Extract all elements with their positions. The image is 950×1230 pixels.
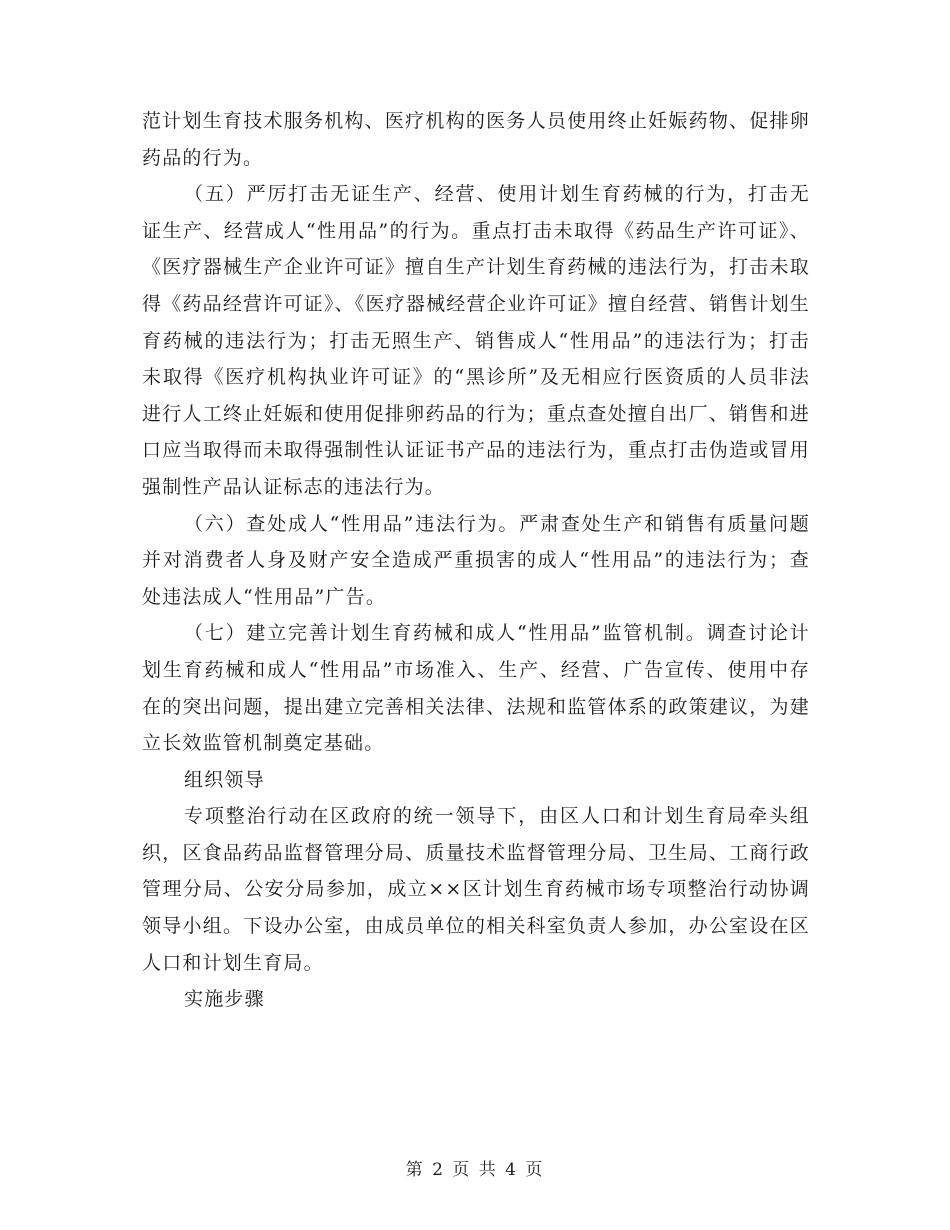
footer-middle: 页 共: [452, 1160, 498, 1180]
page-footer: [0, 1155, 950, 1180]
paragraph-3: （六）查处成人“性用品”违法行为。严肃查处生产和销售有质量问题并对消费者人身及财产安全造成严重损害的成人“性用品”的违法行为；查处违法成人“性用品”广告。: [142, 512, 810, 608]
section-heading-organization: 组织领导: [184, 768, 265, 791]
paragraph-1: 范计划生育技术服务机构、医疗机构的医务人员使用终止妊娠药物、促排卵药品的行为。: [142, 110, 810, 169]
footer-total-pages: 4: [505, 1160, 518, 1180]
document-body: [142, 103, 810, 1018]
footer-current-page: 2: [432, 1160, 445, 1180]
paragraph-4: （七）建立完善计划生育药械和成人“性用品”监管机制。调查讨论计划生育药械和成人“性用品”市场准入、生产、经营、广告宣传、使用中存在的突出问题，提出建立完善相关法律、法规和监管体系的政策建议，为建立长效监管机制奠定基础。: [142, 622, 810, 755]
paragraph-5: 专项整治行动在区政府的统一领导下，由区人口和计划生育局牵头组织，区食品药品监督管理分局、质量技术监督管理分局、卫生局、工商行政管理分局、公安分局参加，成立××区计划生育药械市场专项整治行动协调领导小组。下设办公室，由成员单位的相关科室负责人参加，办公室设在区人口和计划生育局。: [142, 805, 810, 974]
footer-suffix: 页: [525, 1160, 545, 1180]
footer-prefix: 第: [405, 1160, 425, 1180]
section-heading-implementation: 实施步骤: [184, 988, 265, 1011]
paragraph-2: （五）严厉打击无证生产、经营、使用计划生育药械的行为，打击无证生产、经营成人“性用品”的行为。重点打击未取得《药品生产许可证》、《医疗器械生产企业许可证》擅自生产计划生育药械的违法行为，打击未取得《药品经营许可证》、《医疗器械经营企业许可证》擅自经营、销售计划生育药械的违法行为；打击无照生产、销售成人“性用品”的违法行为；打击未取得《医疗机构执业许可证》的“黑诊所”及无相应行医资质的人员非法进行人工终止妊娠和使用促排卵药品的行为；重点查处擅自出厂、销售和进口应当取得而未取得强制性认证证书产品的违法行为，重点打击伪造或冒用强制性产品认证标志的违法行为。: [142, 183, 810, 498]
